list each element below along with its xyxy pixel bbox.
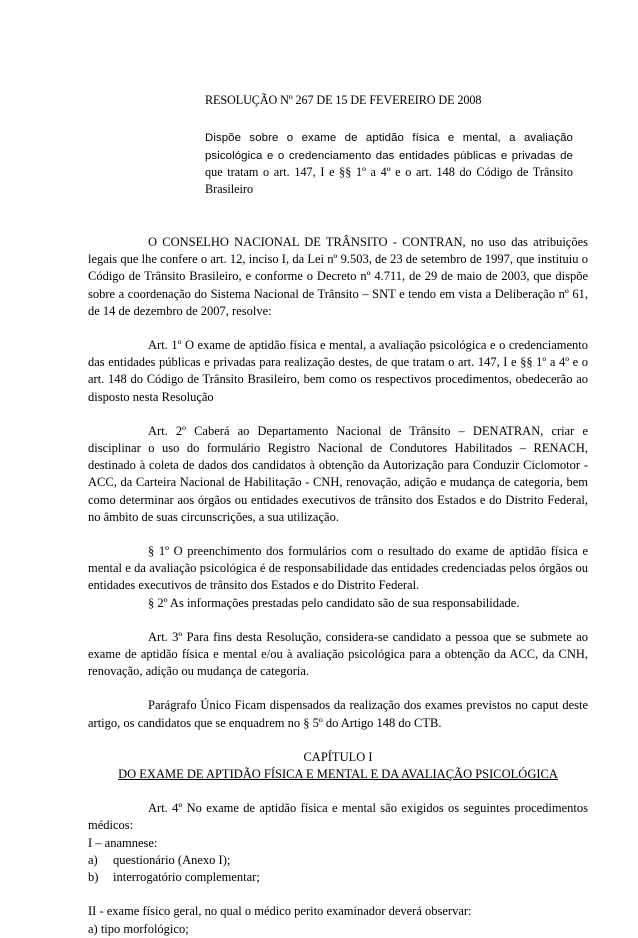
chapter-title [88,766,588,783]
item-b-text: interrogatório complementar; [113,870,260,885]
item-ii-a: a) tipo morfológico; [88,921,189,936]
item-ii: II - exame físico geral, no qual o médico perito examinador deverá observar: [88,904,472,919]
chapter-title-text: DO EXAME DE APTIDÃO FÍSICA E MENTAL E DA AVALIAÇÃO PSICOLÓGICA [118,767,558,782]
summary-part-1: Dispõe sobre o exame de aptidão física e mental, a avaliação psicológica e o credenciamento das entidades públicas e privadas de [205,132,573,162]
item-b-label: b) [88,870,99,885]
article-4: Art. 4º No exame de aptidão física e mental são exigidos os seguintes procedimentos médicos: [88,801,588,833]
chapter-heading: CAPÍTULO I [303,749,373,764]
article-2: Art. 2º Caberá ao Departamento Nacional de Trânsito – DENATRAN, criar e disciplinar o uso do formulário Registro Nacional de Condutores Habilitados – RENACH, destinado à coleta de dados dos candidatos à obtenção da Autorização para Conduzir Ciclomotor - ACC, da Carteira Nacional de Habilitação - CNH, renovação, adição e mudança de categoria, bem como determinar aos órgãos ou entidades executivos de trânsito dos Estados e do Distrito Federal, no âmbito de suas circunscrições, a sua utilização. [88,423,588,524]
article-1: Art. 1º O exame de aptidão física e mental, a avaliação psicológica e o credenciamento das entidades públicas e privadas para realização destes, de que tratam o art. 147, I e §§ 1º a 4º e o art. 148 do Código de Trânsito Brasileiro, bem como os respectivos procedimentos, obedecerão ao disposto nesta Resolução [88,338,588,404]
document-body [88,234,588,938]
article-2-paragraph-1: § 1º O preenchimento dos formulários com o resultado do exame de aptidão física e mental e da avaliação psicológica é de responsabilidade das entidades credenciadas pelos órgãos ou entidades executivos de trânsito dos Estados e do Distrito Federal. [88,544,588,593]
article-2-paragraph-2: § 2º As informações prestadas pelo candidato são de sua responsabilidade. [148,595,520,610]
summary-part-2: que tratam o art. 147, I e §§ 1º a 4º e o art. 148 do Código de Trânsito Brasileiro [205,165,573,196]
article-3: Art. 3º Para fins desta Resolução, considera-se candidato a pessoa que se submete ao exame de aptidão física e mental e/ou à avaliação psicológica para a obtenção da ACC, da CNH, renovação, adição ou mudança de categoria. [88,629,588,679]
preamble-paragraph: O CONSELHO NACIONAL DE TRÂNSITO - CONTRAN, no uso das atribuições legais que lhe confere o art. 12, inciso I, da Lei nº 9.503, de 23 de setembro de 1997, que instituiu o Código de Trânsito Brasileiro, e conforme o Decreto nº 4.711, de 29 de maio de 2003, que dispõe sobre a coordenação do Sistema Nacional de Trânsito – SNT e tendo em vista a Deliberação nº 61, de 14 de dezembro de 2007, resolve: [88,235,588,318]
item-i: I – anamnese: [88,835,158,850]
item-a [88,852,588,869]
item-a-label: a) [88,852,98,867]
resolution-summary [205,129,573,197]
resolution-title: RESOLUÇÃO Nº 267 DE 15 DE FEVEREIRO DE 2008 [205,93,482,107]
article-3-sole-paragraph: Parágrafo Único Ficam dispensados da realização dos exames previstos no caput deste artigo, os candidatos que se enquadrem no § 5º do Artigo 148 do CTB. [88,698,588,730]
item-a-text: questionário (Anexo I); [113,852,231,867]
item-b [88,869,588,886]
